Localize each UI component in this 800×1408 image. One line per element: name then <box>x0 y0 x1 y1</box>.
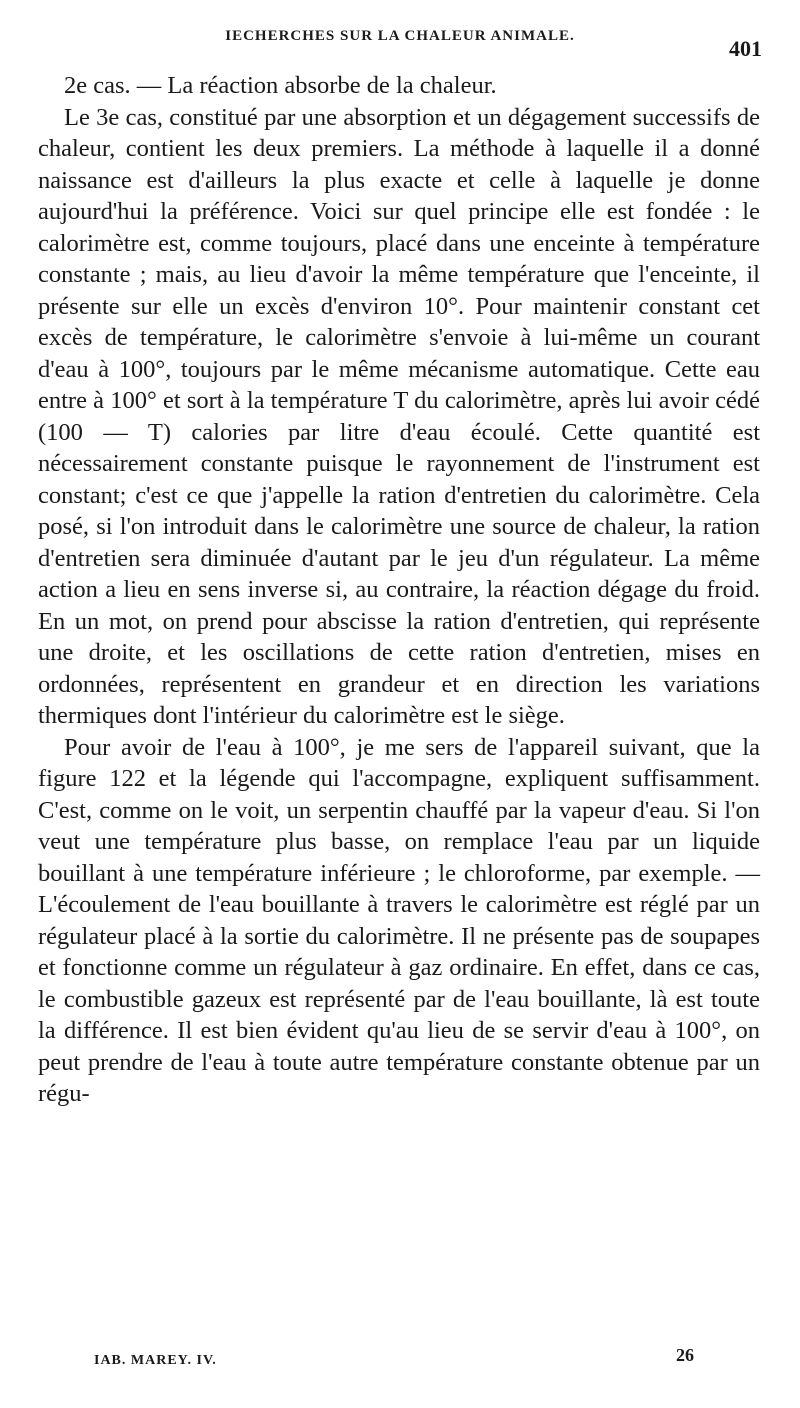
printer-signature: IAB. MAREY. IV. <box>94 1353 217 1368</box>
running-head: IECHERCHES SUR LA CHALEUR ANIMALE. <box>225 28 575 44</box>
paragraph-apparatus: Pour avoir de l'eau à 100°, je me sers de l'appareil suivant, que la figure 122 et la légende qui l'accompagne, expliquent suffisamment. C'est, comme on le voit, un serpentin chauffé par la vapeur d'eau. Si l'on veut une température plus basse, on remplace l'eau par un liquide bouillant à une température inférieure ; le chloroforme, par exemple. — L'écoulement de l'eau bouillante à travers le calorimètre est réglé par un régulateur placé à la sortie du calorimètre. Il ne présente pas de soupapes et fonctionne comme un régulateur à gaz ordinaire. En effet, dans ce cas, le combustible gazeux est représenté par de l'eau bouillante, là est toute la différence. Il est bien évident qu'au lieu de se servir d'eau à 100°, on peut prendre de l'eau à toute autre température constante obtenue par un régu- <box>38 733 760 1107</box>
paragraph-case-3: Le 3e cas, constitué par une absorption et un dégagement successifs de chaleur, contient les deux premiers. La méthode à laquelle il a donné naissance est d'ailleurs la plus exacte et celle à laquelle je donne aujourd'hui la préférence. Voici sur quel principe elle est fondée : le calorimètre est, comme toujours, placé dans une enceinte à température constante ; mais, au lieu d'avoir la même température que l'enceinte, il présente sur elle un excès d'environ 10°. Pour maintenir constant cet excès de température, le calorimètre s'envoie à lui-même un courant d'eau à 100°, toujours par le même mécanisme automatique. Cette eau entre à 100° et sort à la température T du calorimètre, après lui avoir cédé (100 — T) calories par litre d'eau écoulé. Cette quantité est nécessairement constante puisque le rayonnement de l'instrument est constant; c'est ce que j'appelle la ration d'entretien du calorimètre. Cela posé, si l'on introduit dans le calorimètre une source de chaleur, la ration d'entretien sera diminuée d'autant par le jeu d'un régulateur. La même action a lieu en sens inverse si, au contraire, la réaction dégage du froid. En un mot, on prend pour abscisse la ration d'entretien, qui représente une droite, et les oscillations de cette ration d'entretien, mises en ordonnées, représentent en grandeur et en direction les variations thermiques dont l'intérieur du calorimètre est le siège. <box>38 103 760 729</box>
body-text <box>38 70 760 1110</box>
page-number: 401 <box>729 36 762 61</box>
paragraph-case-2: 2e cas. — La réaction absorbe de la chaleur. <box>64 72 497 99</box>
sheet-number: 26 <box>676 1345 694 1365</box>
